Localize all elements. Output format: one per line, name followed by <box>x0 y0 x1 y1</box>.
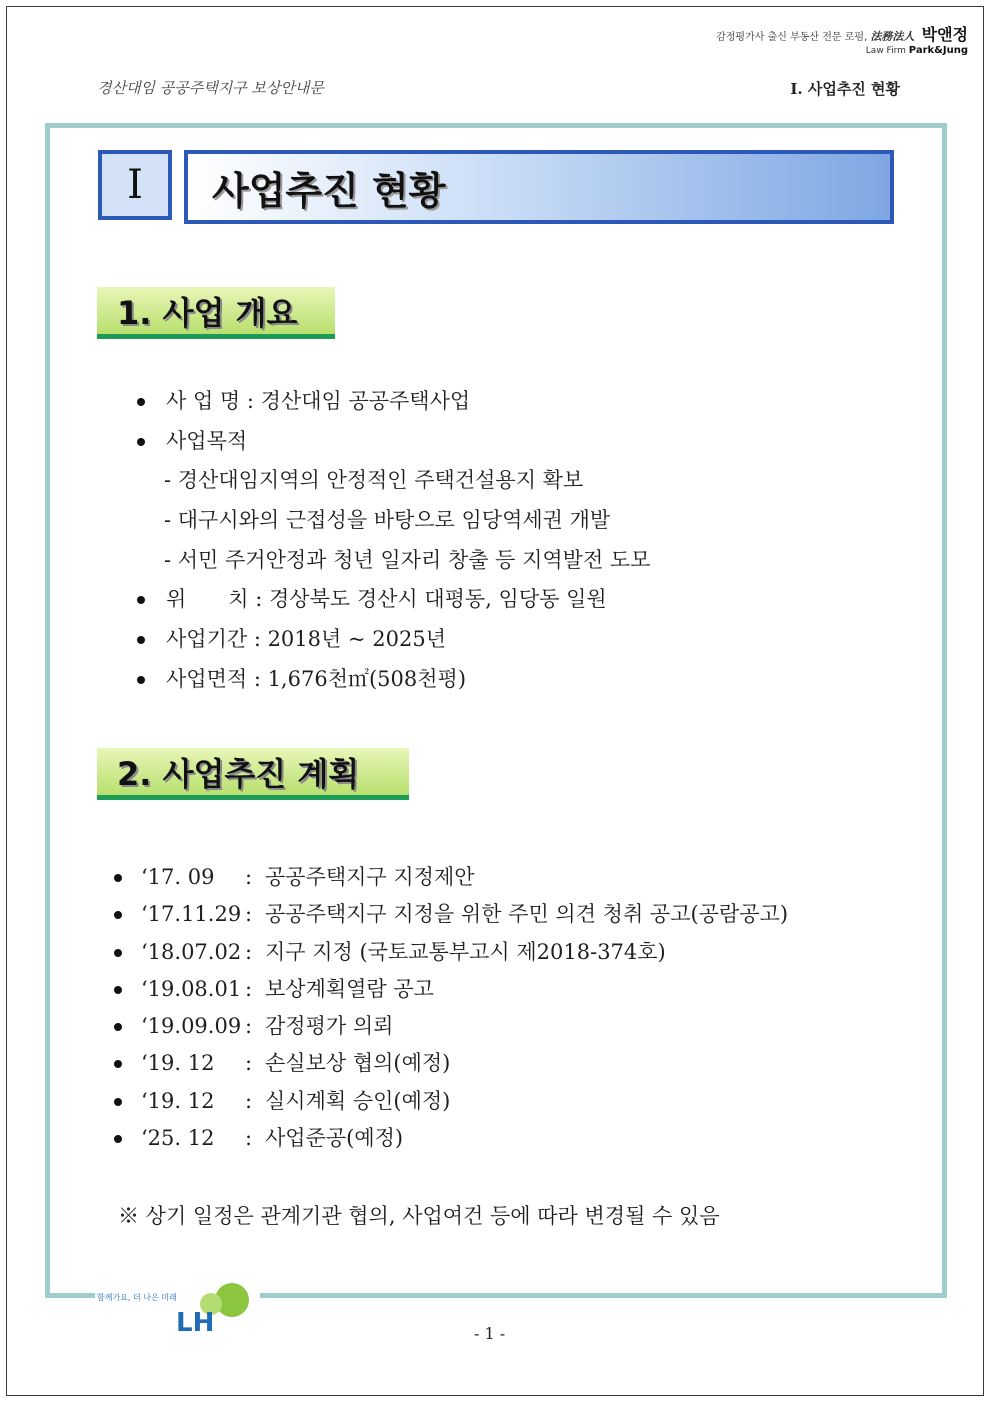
list-item: 사 업 명 : 경산대임 공공주택사업 <box>136 386 651 426</box>
schedule-row: ‘19. 12 : 실시계획 승인(예정) <box>113 1086 788 1123</box>
list-item: 사업면적 : 1,676천㎡(508천평) <box>136 664 651 704</box>
list-item: 위 치 : 경상북도 경산시 대평동, 임당동 일원 <box>136 584 651 624</box>
section-reference: Ⅰ. 사업추진 현황 <box>790 80 900 98</box>
schedule-date: ‘17.11.29 <box>141 902 242 927</box>
schedule-date: ‘17. 09 <box>141 865 215 889</box>
doc-title: 경산대임 공공주택지구 보상안내문 <box>97 79 324 97</box>
firm-header <box>716 22 968 45</box>
list-item: 사업목적 <box>136 426 651 466</box>
lh-tagline: 함께가요, 더 나은 미래 <box>97 1293 177 1302</box>
list-subitem: - 서민 주거안정과 청년 일자리 창출 등 지역발전 도모 <box>164 547 651 572</box>
schedule-row: ‘19.09.09 : 감정평가 의뢰 <box>113 1011 788 1048</box>
firm-sub-name: Park&Jung <box>908 45 968 56</box>
schedule-row: ‘19. 12 : 손실보상 협의(예정) <box>113 1048 788 1085</box>
chapter-title: 사업추진 현황 <box>184 150 894 224</box>
lh-logo-text: LH <box>176 1308 215 1336</box>
schedule-desc: 실시계획 승인(예정) <box>265 1088 451 1113</box>
schedule-row: ‘19.08.01 : 보상계획열람 공고 <box>113 974 788 1011</box>
firm-hanja: 法務法人 <box>870 30 915 43</box>
schedule-row: ‘17. 09 : 공공주택지구 지정제안 <box>113 862 788 899</box>
overview-list <box>136 386 651 704</box>
schedule-date: ‘18.07.02 <box>141 939 242 964</box>
schedule-desc: 사업준공(예정) <box>265 1126 404 1151</box>
schedule-desc: 공공주택지구 지정제안 <box>265 865 475 889</box>
schedule-date: ‘19.08.01 <box>141 976 242 1001</box>
schedule-date: ‘25. 12 <box>141 1126 215 1151</box>
section2-heading: 2. 사업추진 계획 <box>97 748 409 800</box>
schedule-desc: 공공주택지구 지정을 위한 주민 의견 청취 공고(공람공고) <box>265 902 789 927</box>
firm-subline <box>866 45 968 56</box>
list-subitem: - 대구시와의 근접성을 바탕으로 임당역세권 개발 <box>164 508 611 533</box>
firm-sub-prefix: Law Firm <box>865 46 906 56</box>
schedule-row: ‘18.07.02 : 지구 지정 (국토교통부고시 제2018-374호) <box>113 937 788 974</box>
schedule-desc: 지구 지정 (국토교통부고시 제2018-374호) <box>265 939 666 964</box>
section1-heading: 1. 사업 개요 <box>97 287 335 339</box>
list-subitem: - 경산대임지역의 안정적인 주택건설용지 확보 <box>164 468 584 493</box>
page-number: - 1 - <box>474 1324 506 1343</box>
schedule-date: ‘19.09.09 <box>141 1014 242 1039</box>
schedule-list <box>113 862 788 1160</box>
schedule-desc: 감정평가 의뢰 <box>265 1014 394 1039</box>
schedule-note: ※ 상기 일정은 관계기관 협의, 사업여건 등에 따라 변경될 수 있음 <box>118 1204 720 1228</box>
schedule-date: ‘19. 12 <box>141 1088 215 1113</box>
frame-bottom-line-left <box>45 1293 95 1298</box>
schedule-row: ‘25. 12 : 사업준공(예정) <box>113 1123 788 1160</box>
schedule-date: ‘19. 12 <box>141 1051 215 1076</box>
schedule-row: ‘17.11.29 : 공공주택지구 지정을 위한 주민 의견 청취 공고(공람공고) <box>113 899 788 936</box>
firm-name: 박앤정 <box>921 25 968 44</box>
schedule-desc: 손실보상 협의(예정) <box>265 1051 451 1076</box>
list-item: 사업기간 : 2018년 ~ 2025년 <box>136 624 651 664</box>
schedule-desc: 보상계획열람 공고 <box>265 976 434 1001</box>
chapter-numeral: Ⅰ <box>98 150 172 220</box>
frame-bottom-line-right <box>260 1293 947 1298</box>
lh-logo-icon <box>174 1280 258 1336</box>
firm-tagline: 감정평가사 출신 부동산 전문 로펌, <box>716 32 868 43</box>
